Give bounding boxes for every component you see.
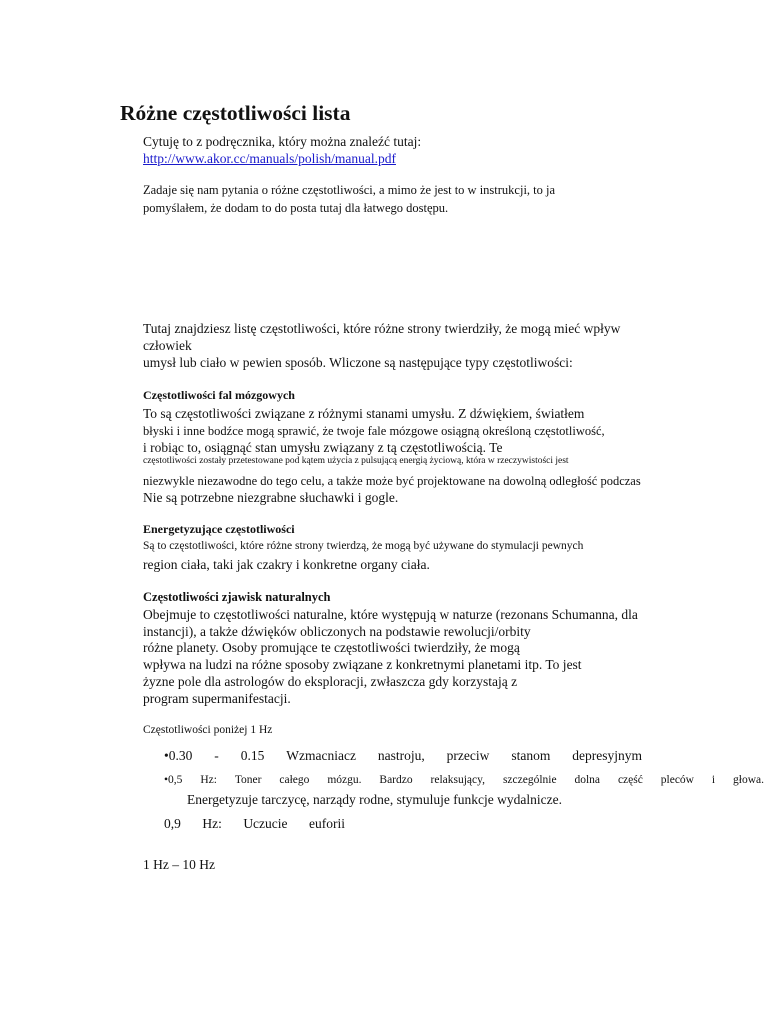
list-item-word: euforii (309, 816, 345, 831)
list-item-word: Wzmacniacz (286, 748, 356, 763)
list-item-word: dolna (574, 774, 601, 786)
energizing-heading: Energetyzujące częstotliwości (143, 522, 295, 536)
energizing-line: Są to częstotliwości, które różne strony twierdzą, że mogą być używane do stymulacji pewnych (143, 540, 584, 552)
natural-heading: Częstotliwości zjawisk naturalnych (143, 590, 331, 604)
list-item-word: relaksujący, (430, 774, 486, 786)
brainwave-line: i robiąc to, osiągnąć stan umysłu związany z tą częstotliwością. Te (143, 440, 503, 455)
list-item-word: mózgu. (327, 774, 362, 786)
list-item-word: •0,5 (164, 774, 183, 786)
list-item-word: stanom (511, 748, 551, 763)
list-item-word: Bardzo (379, 774, 413, 786)
intro-paragraph-line: Zadaje się nam pytania o różne częstotliwości, a mimo że jest to w instrukcji, to ja (143, 183, 556, 197)
list-item-word: pleców (660, 774, 694, 786)
list-item-word: 0.15 (240, 748, 265, 763)
intro-paragraph-line: pomyślałem, że dodam to do posta tutaj dla łatwego dostępu. (143, 201, 449, 215)
brainwave-line: niezwykle niezawodne do tego celu, a także może być projektowane na dowolną odległość podczas (143, 474, 641, 488)
list-item-word: •0.30 (164, 748, 193, 763)
list-intro-line: Tutaj znajdziesz listę częstotliwości, które różne strony twierdziły, że mogą mieć wpływ (143, 321, 621, 336)
below-1hz-heading: Częstotliwości poniżej 1 Hz (143, 724, 273, 736)
list-item-word: nastroju, (377, 748, 425, 763)
list-item (164, 816, 345, 832)
list-item-continuation: Energetyzuje tarczycę, narządy rodne, stymuluje funkcje wydalnicze. (187, 792, 562, 807)
brainwave-heading: Częstotliwości fal mózgowych (143, 388, 295, 402)
brainwave-line: częstotliwości zostały przetestowane pod kątem użycia z pulsującą energią życiową, która w rzeczywistości jest (143, 456, 569, 466)
list-item-word: część (617, 774, 643, 786)
list-item (164, 748, 642, 764)
list-item-word: przeciw (446, 748, 490, 763)
page-title: Różne częstotliwości lista (120, 101, 351, 125)
range-heading: 1 Hz – 10 Hz (143, 857, 215, 872)
list-item-word: - (214, 748, 219, 763)
energizing-line: region ciała, taki jak czakry i konkretne organy ciała. (143, 557, 430, 572)
list-item-word: Hz: (202, 816, 222, 831)
list-item-word: całego (279, 774, 310, 786)
manual-link[interactable]: http://www.akor.cc/manuals/polish/manual.pdf (143, 151, 396, 166)
list-item-word: szczególnie (502, 774, 557, 786)
list-intro-line: umysł lub ciało w pewien sposób. Wliczone są następujące typy częstotliwości: (143, 355, 573, 370)
cite-text: Cytuję to z podręcznika, który można znaleźć tutaj: (143, 134, 422, 149)
list-item-word: depresyjnym (572, 748, 642, 763)
natural-line: Obejmuje to częstotliwości naturalne, które występują w naturze (rezonans Schumanna, dla (143, 607, 638, 622)
list-item-word: głowa. (733, 774, 764, 786)
natural-line: różne planety. Osoby promujące te częstotliwości twierdziły, że mogą (143, 640, 520, 655)
list-item-word: 0,9 (164, 816, 181, 831)
natural-line: żyzne pole dla astrologów do eksploracji, zwłaszcza gdy korzystają z (143, 674, 518, 689)
brainwave-line: To są częstotliwości związane z różnymi stanami umysłu. Z dźwiękiem, światłem (143, 406, 585, 421)
natural-line: wpływa na ludzi na różne sposoby związane z konkretnymi planetami itp. To jest (143, 657, 582, 672)
list-item (164, 774, 764, 786)
list-item-word: i (711, 774, 716, 786)
natural-line: instancji), a także dźwięków obliczonych na podstawie rewolucji/orbity (143, 624, 531, 639)
list-item-word: Hz: (200, 774, 217, 786)
list-item-word: Uczucie (243, 816, 288, 831)
natural-line: program supermanifestacji. (143, 691, 291, 706)
list-item-word: Toner (234, 774, 262, 786)
brainwave-line: Nie są potrzebne niezgrabne słuchawki i gogle. (143, 490, 399, 505)
brainwave-line: błyski i inne bodźce mogą sprawić, że twoje fale mózgowe osiągną określoną częstotliwość, (143, 424, 605, 438)
list-intro-line: człowiek (143, 338, 192, 353)
